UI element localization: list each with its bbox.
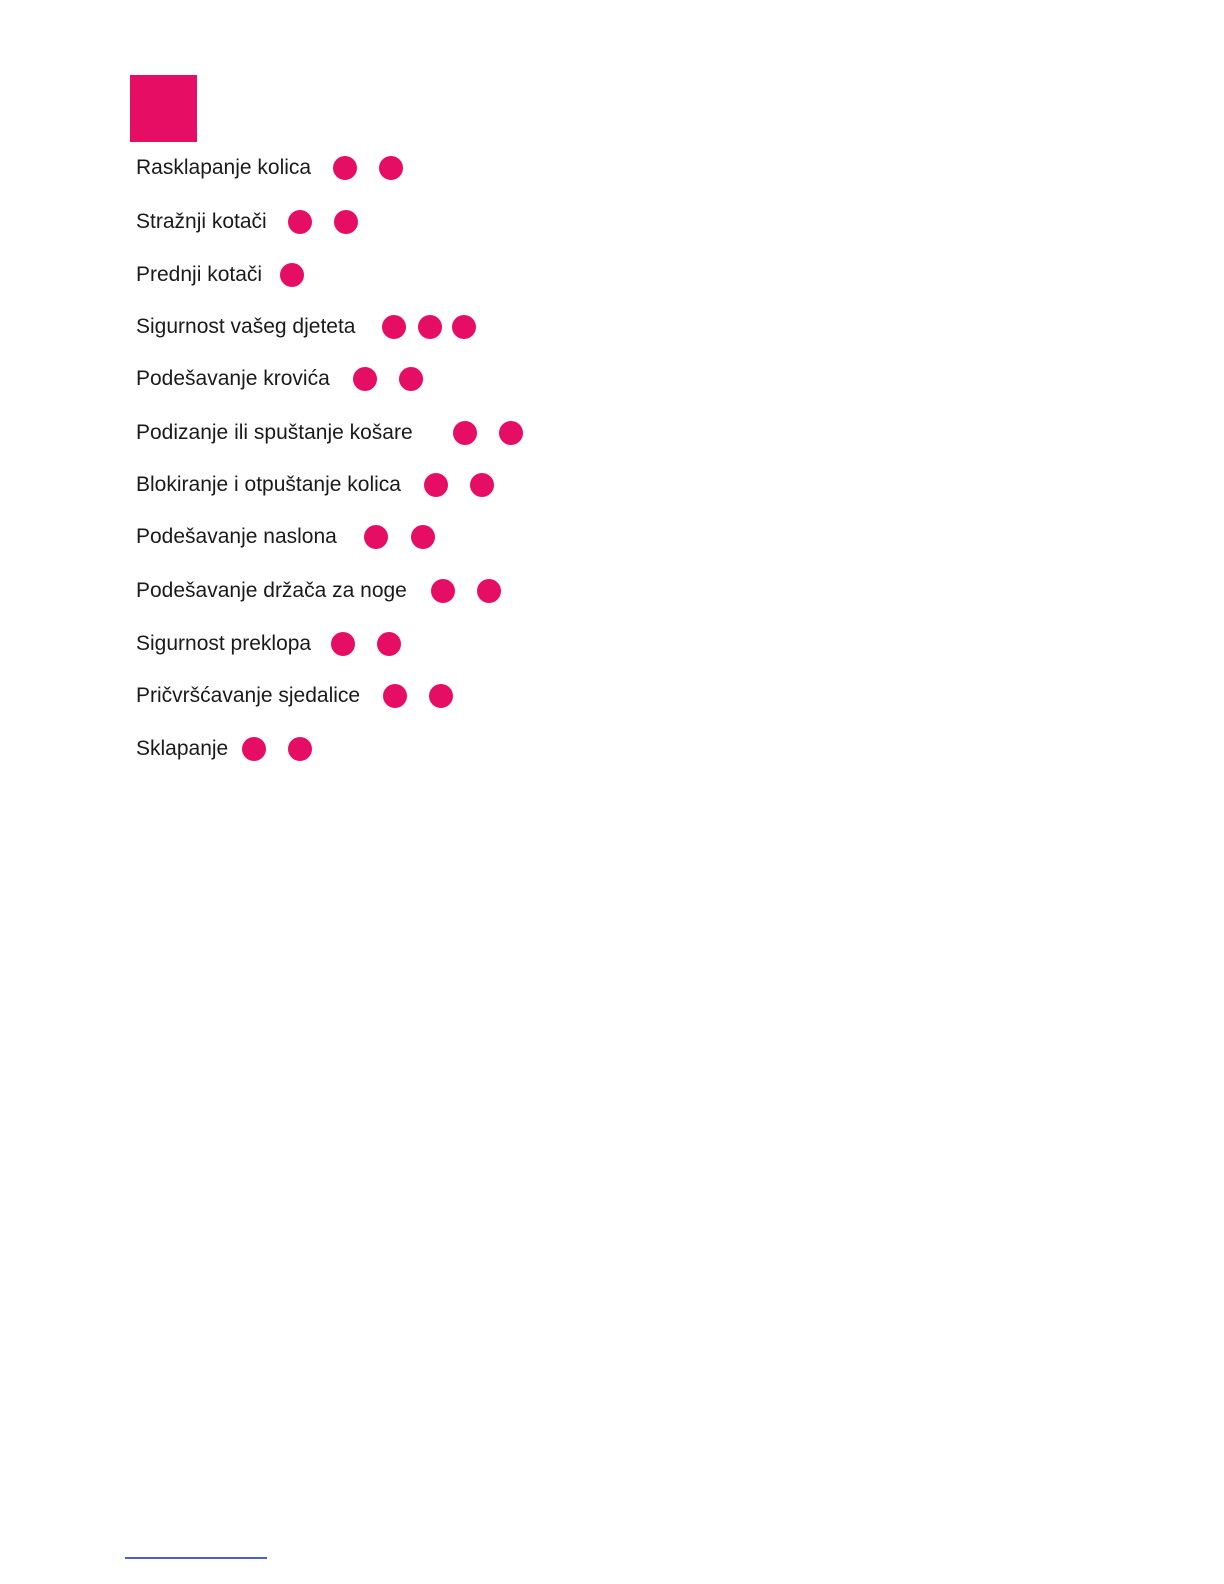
toc-item-label: Prednji kotači (136, 263, 263, 286)
illustration-marker-dot (382, 315, 406, 339)
illustration-marker-dot (364, 525, 388, 549)
illustration-marker-dot (334, 210, 358, 234)
illustration-marker-dot (499, 421, 523, 445)
illustration-marker-dot (429, 684, 453, 708)
illustration-marker-dot (333, 156, 357, 180)
illustration-marker-dot (288, 737, 312, 761)
toc-item-label: Podešavanje naslona (136, 525, 337, 548)
illustration-marker-dot (431, 579, 455, 603)
toc-item-label: Blokiranje i otpuštanje kolica (136, 473, 401, 496)
illustration-marker-dot (331, 632, 355, 656)
toc-item-label: Sklapanje (136, 737, 229, 760)
toc-item-label: Sigurnost vašeg djeteta (136, 315, 356, 338)
illustration-marker-dot (377, 632, 401, 656)
illustration-marker-dot (470, 473, 494, 497)
toc-item-label: Stražnji kotači (136, 210, 267, 233)
illustration-marker-dot (280, 263, 304, 287)
illustration-marker-dot (411, 525, 435, 549)
illustration-marker-dot (383, 684, 407, 708)
illustration-marker-dot (353, 367, 377, 391)
toc-item-label: Sigurnost preklopa (136, 632, 312, 655)
toc-item-label: Podešavanje krovića (136, 367, 330, 390)
illustration-marker-dot (452, 315, 476, 339)
illustration-marker-dot (477, 579, 501, 603)
toc-item-label: Rasklapanje kolica (136, 156, 312, 179)
illustration-marker-dot (418, 315, 442, 339)
toc-item-label: Pričvršćavanje sjedalice (136, 684, 361, 707)
toc-item-label: Podešavanje držača za noge (136, 579, 407, 602)
illustration-marker-dot (288, 210, 312, 234)
footer-divider (125, 1557, 267, 1559)
illustration-marker-dot (379, 156, 403, 180)
illustration-marker-dot (453, 421, 477, 445)
table-of-contents (136, 0, 736, 800)
illustration-marker-dot (399, 367, 423, 391)
illustration-marker-dot (424, 473, 448, 497)
toc-item-label: Podizanje ili spuštanje košare (136, 421, 413, 444)
illustration-marker-dot (242, 737, 266, 761)
